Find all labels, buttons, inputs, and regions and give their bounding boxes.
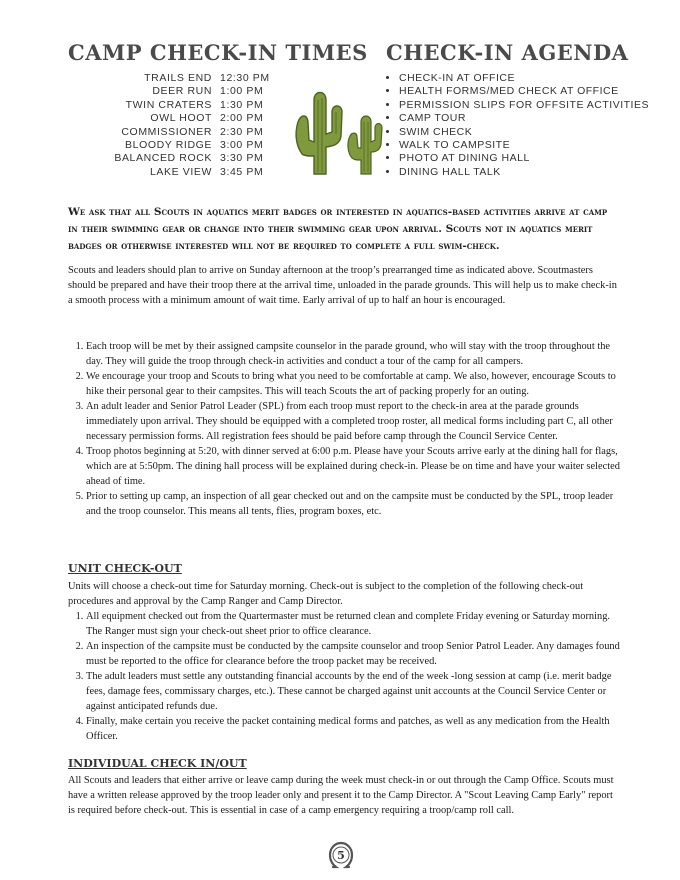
campsite-name: LAKE VIEW [149,165,212,178]
campsite-name: DEER RUN [152,85,212,98]
unit-checkout-intro: Units will choose a check-out time for Saturday morning. Check-out is subject to the completion of the following check-out procedures and approval by the Camp Ranger and Camp Director. [68,581,584,607]
arrival-time: 1:00 PM [220,85,264,98]
time-row [90,85,270,98]
list-item: 1. Each troop will be met by their assigned campsite counselor in the parade ground, who will stay with the troop throughout the day. They will guide the troop through check-in activities and conduct a tour of the camp for all campers. [86,339,622,369]
agenda-item: • WALK TO CAMPSITE [399,139,649,152]
small-cactus [348,116,382,174]
time-row [90,139,270,152]
unit-checkout-list [68,609,622,744]
campsite-name: BALANCED ROCK [114,152,212,165]
arrival-time: 1:30 PM [220,98,264,111]
individual-checkin-text: All Scouts and leaders that either arrive or leave camp during the week must check-in or out through the Camp Office. Scouts must have a written release approved by the troop leader only and present it to the Camp Director. A "Scout Leaving Camp Early" report is required before check-out. This is essential in case of a camp emergency requiring a troop/camp roll call. [68,775,614,816]
arrival-time: 3:30 PM [220,152,264,165]
campsite-name: OWL HOOT [150,112,212,125]
time-row [90,99,270,112]
time-row [90,126,270,139]
unit-checkout-heading: UNIT CHECK-OUT [68,562,182,575]
time-row [90,152,270,165]
individual-checkin-heading: INDIVIDUAL CHECK IN/OUT [68,757,247,770]
list-item: 1. All equipment checked out from the Quartermaster must be returned clean and complete Friday evening or Saturday morning. The Ranger must sign your check-out sheet prior to office clearance. [86,609,622,639]
list-item: 4. Finally, make certain you receive the packet containing medical forms and patches, as well as any medication from the Health Officer. [86,714,622,744]
agenda-item: • PHOTO AT DINING HALL [399,152,649,165]
campsite-name: BLOODY RIDGE [125,139,212,152]
agenda-item: • HEALTH FORMS/MED CHECK AT OFFICE [399,85,649,98]
agenda-item: • CHECK-IN AT OFFICE [399,72,649,85]
time-row [90,72,270,85]
campsite-name: TWIN CRATERS [125,98,212,111]
campsite-name: COMMISSIONER [121,125,212,138]
agenda-item: • PERMISSION SLIPS FOR OFFSITE ACTIVITIES [399,99,649,112]
agenda-item: • CAMP TOUR [399,112,649,125]
cactus-illustration [292,84,384,176]
agenda-item: • DINING HALL TALK [399,166,649,179]
aquatics-notice: We ask that all Scouts in aquatics merit badges or interested in aquatics-based activities arrive at camp in their swimming gear or change into their swimming gear upon arrival. Scouts not in aquatics merit badges or otherwise interested will not be required to complete a full swim-check. [68,206,608,252]
arrival-time: 2:30 PM [220,125,264,138]
list-item: 5. Prior to setting up camp, an inspection of all gear checked out and on the campsite must be conducted by the SPL, troop leader and the troop counselor. This means all tents, flies, program boxes, etc. [86,489,622,519]
arrival-intro-paragraph: Scouts and leaders should plan to arrive on Sunday afternoon at the troop’s prearranged time as indicated above. Scoutmasters should be prepared and have their troop there at the arrival time, unloaded in the parade grounds. This will help us to make check-in a smooth process with a minimum amount of wait time. Early arrival of up to half an hour is encouraged. [68,265,617,306]
horseshoe-page-number-icon [327,840,355,870]
list-item: 3. An adult leader and Senior Patrol Leader (SPL) from each troop must report to the check-in area at the parade grounds immediately upon arrival. They should be equipped with a completed troop roster, all medical forms including part C, all other necessary permission forms. All registration fees should be paid before camp through the Council Service Center. [86,399,622,444]
check-in-steps-list [68,339,622,519]
time-row [90,166,270,179]
arrival-time: 3:45 PM [220,165,264,178]
list-item: 4. Troop photos beginning at 5:20, with dinner served at 6:00 p.m. Please have your Scouts arrive early at the dining hall for flags, which are at 5:50pm. The dining hall process will be explained during check-in. Please be on time and have your waiter selected ahead of time. [86,444,622,489]
check-in-times-table [90,72,270,179]
campsite-name: TRAILS END [144,72,212,84]
page-number: 5 [337,849,345,862]
time-row [90,112,270,125]
arrival-time: 12:30 PM [220,72,270,84]
list-item: 3. The adult leaders must settle any outstanding financial accounts by the end of the week -long session at camp (i.e. merit badge fees, damage fees, commissary charges, etc.). These cannot be charged against unit accounts at the Council Service Center or against anticipated refunds due. [86,669,622,714]
check-in-times-title: CAMP CHECK-IN TIMES [68,40,368,65]
agenda-item: • SWIM CHECK [399,126,649,139]
check-in-agenda-title: CHECK-IN AGENDA [386,40,629,65]
list-item: 2. An inspection of the campsite must be conducted by the campsite counselor and troop Senior Patrol Leader. Any damages found must be reported to the office for clearance before the troop packet may be received. [86,639,622,669]
check-in-agenda-list [386,72,649,179]
arrival-time: 3:00 PM [220,139,264,152]
large-cactus [296,93,342,175]
list-item: 2. We encourage your troop and Scouts to bring what you need to be comfortable at camp. We also, however, encourage Scouts to hike their personal gear to their campsites. This will teach Scouts the art of packing properly for an outing. [86,369,622,399]
arrival-time: 2:00 PM [220,112,264,125]
